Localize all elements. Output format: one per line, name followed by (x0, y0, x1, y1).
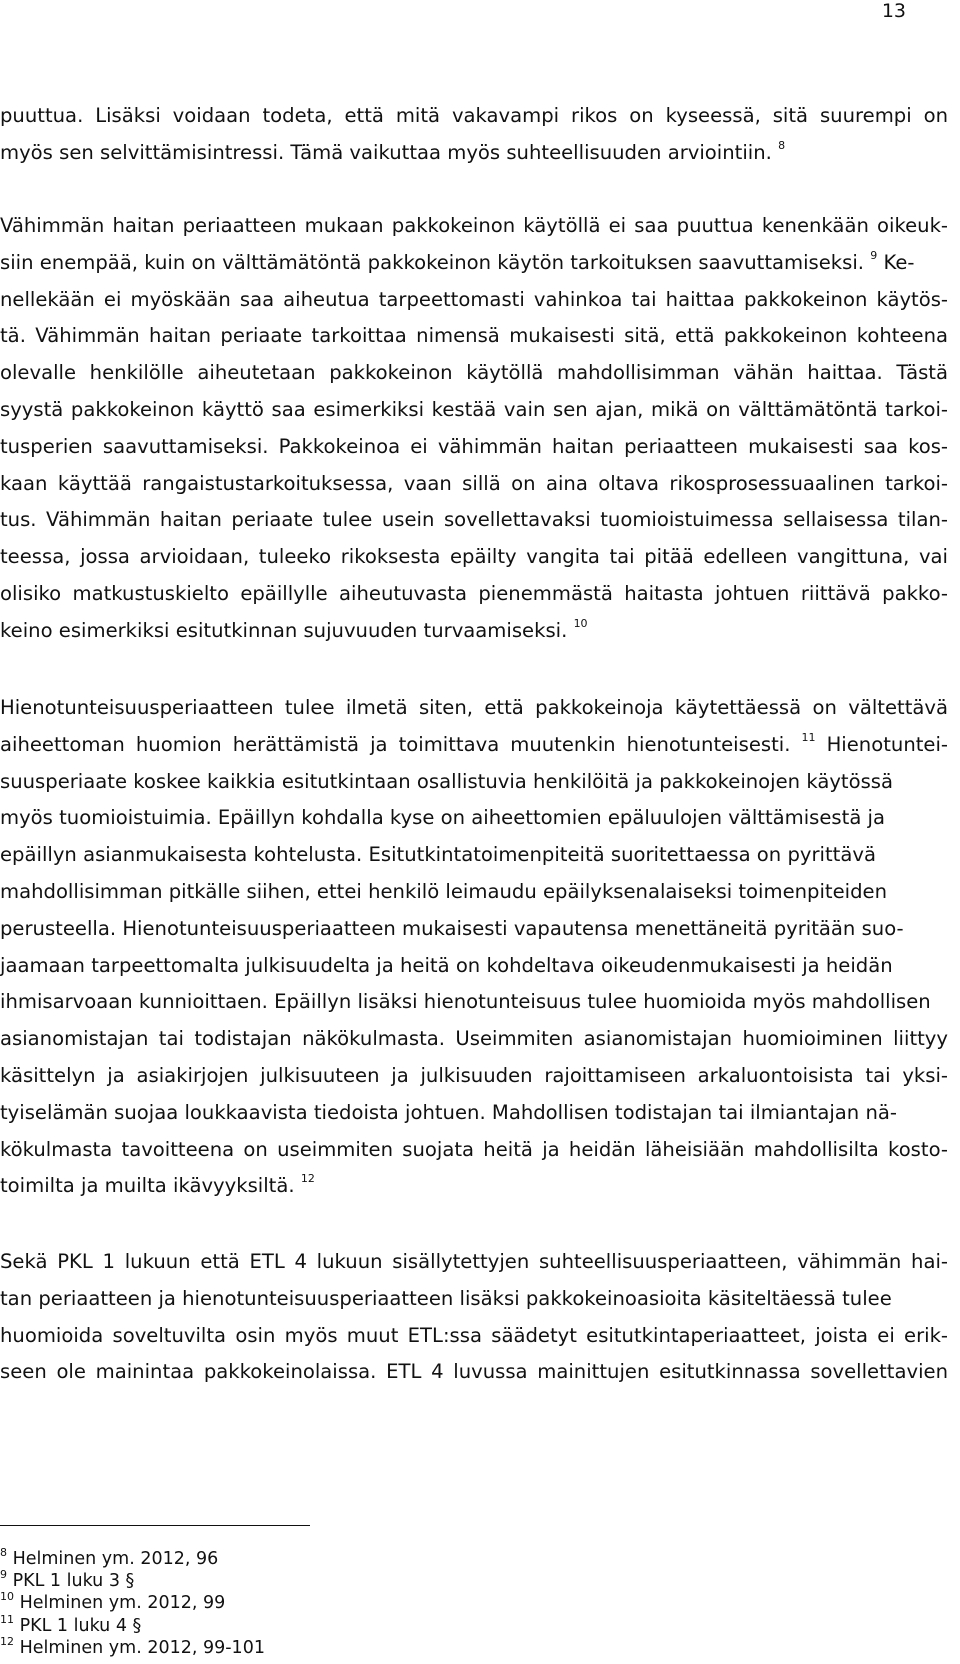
line-text-tail: Hienotuntei- (826, 732, 948, 756)
line-text: ihmisarvoaan kunnioittaen. Epäillyn lisäksi hienotunteisuus tulee huomioida myös mahdollisen (0, 990, 931, 1014)
footnote-number: 9 (0, 1568, 7, 1582)
footnote-item (0, 1612, 265, 1637)
text-line (0, 1132, 948, 1169)
line-text: käsittelyn ja asiakirjojen julkisuuteen ja julkisuuden rajoittamiseen arkaluontoisista tai yksi- (0, 1063, 948, 1087)
line-text: aiheettoman huomion herättämistä ja toimittava muutenkin hienotunteisesti. (0, 732, 791, 756)
text-line (0, 318, 948, 355)
text-line (0, 984, 948, 1021)
footnote-text: PKL 1 luku 3 § (12, 1571, 135, 1592)
text-line (0, 837, 948, 874)
line-text: Sekä PKL 1 lukuun että ETL 4 lukuun sisällytettyjen suhteellisuusperiaatteen, vähimmän hai- (0, 1250, 948, 1273)
line-text: keino esimerkiksi esitutkinnan sujuvuuden turvaamiseksi. (0, 618, 568, 642)
line-text: kökulmasta tavoitteena on useimmiten suojata heitä ja heidän läheisiään mahdollisilta kosto- (0, 1137, 948, 1161)
text-line (0, 690, 948, 727)
line-text: Vähimmän haitan periaatteen mukaan pakkokeinon käytöllä ei saa puuttua kenenkään oikeuk- (0, 214, 948, 237)
text-line (0, 800, 948, 837)
text-line (0, 1168, 948, 1205)
text-line (0, 1095, 948, 1132)
footnote-reference[interactable]: 10 (573, 616, 588, 630)
text-line (0, 874, 948, 911)
line-text: suusperiaate koskee kaikkia esitutkintaan osallistuvia henkilöitä ja pakkokeinojen käytössä (0, 769, 894, 793)
line-text: olevalle henkilölle aiheutetaan pakkokeinon käytöllä mahdollisimman vähän haittaa. Tästä (0, 361, 948, 385)
footnote-item (0, 1570, 265, 1592)
footnote-reference[interactable]: 11 (801, 730, 816, 744)
line-text: kaan käyttää rangaistustarkoituksessa, vaan sillä on aina oltava rikosprosessuaalinen tarkoi- (0, 471, 948, 495)
line-text: jaamaan tarpeettomalta julkisuudelta ja heitä on kohdeltava oikeudenmukaisesti ja heidän (0, 953, 893, 977)
line-text: perusteella. Hienotunteisuusperiaatteen mukaisesti vapautensa menettäneitä pyritään suo- (0, 916, 904, 940)
text-line (0, 282, 948, 319)
line-text: olisiko matkustuskielto epäillylle aiheutuvasta pienemmästä haitasta johtuen riittävä pakko- (0, 581, 948, 605)
text-line (0, 245, 948, 282)
footnote-item (0, 1548, 265, 1570)
page-number: 13 (881, 0, 906, 22)
line-text: puuttua. Lisäksi voidaan todeta, että mitä vakavampi rikos on kyseessä, sitä suurempi on (0, 104, 948, 127)
footnote-text: PKL 1 luku 4 § (19, 1615, 142, 1636)
line-text: tyiselämän suojaa loukkaavista tiedoista johtuen. Mahdollisen todistajan tai ilmiantajan nä- (0, 1100, 897, 1124)
text-line (0, 502, 948, 539)
line-text: asianomistajan tai todistajan näkökulmasta. Useimmiten asianomistajan huomioiminen liittyy (0, 1027, 948, 1051)
text-line (0, 1058, 948, 1095)
line-text: syystä pakkokeinon käyttö saa esimerkiksi kestää vain sen ajan, mikä on välttämätöntä tarkoi- (0, 397, 948, 421)
text-line (0, 98, 948, 135)
text-line (0, 208, 948, 245)
line-text: tan periaatteen ja hienotunteisuusperiaatteen lisäksi pakkokeinoasioita käsiteltäessä tulee (0, 1286, 892, 1310)
footnote-text: Helminen ym. 2012, 96 (12, 1549, 219, 1569)
footnote-number: 11 (0, 1612, 14, 1626)
line-text: epäillyn asianmukaisesta kohtelusta. Esitutkintatoimenpiteitä suoritettaessa on pyrittävä (0, 843, 876, 867)
text-line (0, 135, 948, 172)
text-line (0, 911, 948, 948)
footnotes (0, 1548, 265, 1659)
text-line (0, 1281, 948, 1318)
text-line (0, 466, 948, 503)
line-text: mahdollisimman pitkälle siihen, ettei henkilö leimaudu epäilyksenalaiseksi toimenpiteiden (0, 879, 888, 903)
footnote-item (0, 1634, 265, 1659)
line-text: teessa, jossa arvioidaan, tuleeko rikoksesta epäilty vangita tai pitää edelleen vangittuna, vai (0, 545, 948, 569)
footnote-number: 8 (0, 1546, 7, 1559)
footnote-item (0, 1592, 265, 1614)
line-text: tus. Vähimmän haitan periaate tulee usein sovellettavaksi tuomioistuimessa sellaisessa tilan- (0, 508, 948, 532)
text-line (0, 948, 948, 985)
text-line (0, 429, 948, 466)
text-line (0, 576, 948, 613)
text-line (0, 539, 948, 576)
line-text: seen ole mainintaa pakkokeinolaissa. ETL 4 luvussa mainittujen esitutkinnassa sovellettavien (0, 1360, 948, 1384)
footnote-number: 10 (0, 1590, 14, 1604)
text-line (0, 1021, 948, 1058)
text-line (0, 1354, 948, 1391)
line-text: huomioida soveltuvilta osin myös muut ETL:ssa säädetyt esitutkintaperiaatteet, joista ei erik- (0, 1323, 948, 1347)
line-text: tä. Vähimmän haitan periaate tarkoittaa nimensä mukaisesti sitä, että pakkokeinon kohteena (0, 324, 948, 348)
text-line (0, 1318, 948, 1355)
footnote-number: 12 (0, 1634, 14, 1648)
paragraph-proportionality-end (0, 98, 948, 172)
text-line (0, 355, 948, 392)
paragraph-other-principles (0, 1244, 948, 1391)
footnote-reference[interactable]: 8 (778, 138, 786, 152)
text-line (0, 727, 948, 764)
text-line (0, 764, 948, 801)
line-text-tail: Ke- (883, 250, 915, 274)
footnote-text: Helminen ym. 2012, 99 (19, 1593, 226, 1614)
line-text: Hienotunteisuusperiaatteen tulee ilmetä siten, että pakkokeinoja käytettäessä on vältettävä (0, 696, 948, 719)
footnote-text: Helminen ym. 2012, 99-101 (19, 1637, 265, 1658)
paragraph-discretion (0, 690, 948, 1205)
footnote-separator (0, 1525, 310, 1526)
line-text: siin enempää, kuin on välttämätöntä pakkokeinon käytön tarkoituksen saavuttamiseksi. (0, 250, 865, 274)
footnote-reference[interactable]: 12 (300, 1172, 315, 1186)
text-line (0, 1244, 948, 1281)
line-text: myös sen selvittämisintressi. Tämä vaikuttaa myös suhteellisuuden arviointiin. (0, 140, 772, 164)
line-text: toimilta ja muilta ikävyyksiltä. (0, 1174, 295, 1198)
text-line (0, 613, 948, 650)
paragraph-least-harm (0, 208, 948, 650)
line-text: tusperien saavuttamiseksi. Pakkokeinoa ei vähimmän haitan periaatteen mukaisesti saa kos- (0, 434, 948, 458)
footnote-reference[interactable]: 9 (870, 248, 878, 262)
line-text: nellekään ei myöskään saa aiheutua tarpeettomasti vahinkoa tai haittaa pakkokeinon käytös- (0, 287, 948, 311)
line-text: myös tuomioistuimia. Epäillyn kohdalla kyse on aiheettomien epäluulojen välttämisestä ja (0, 806, 885, 830)
text-line (0, 392, 948, 429)
